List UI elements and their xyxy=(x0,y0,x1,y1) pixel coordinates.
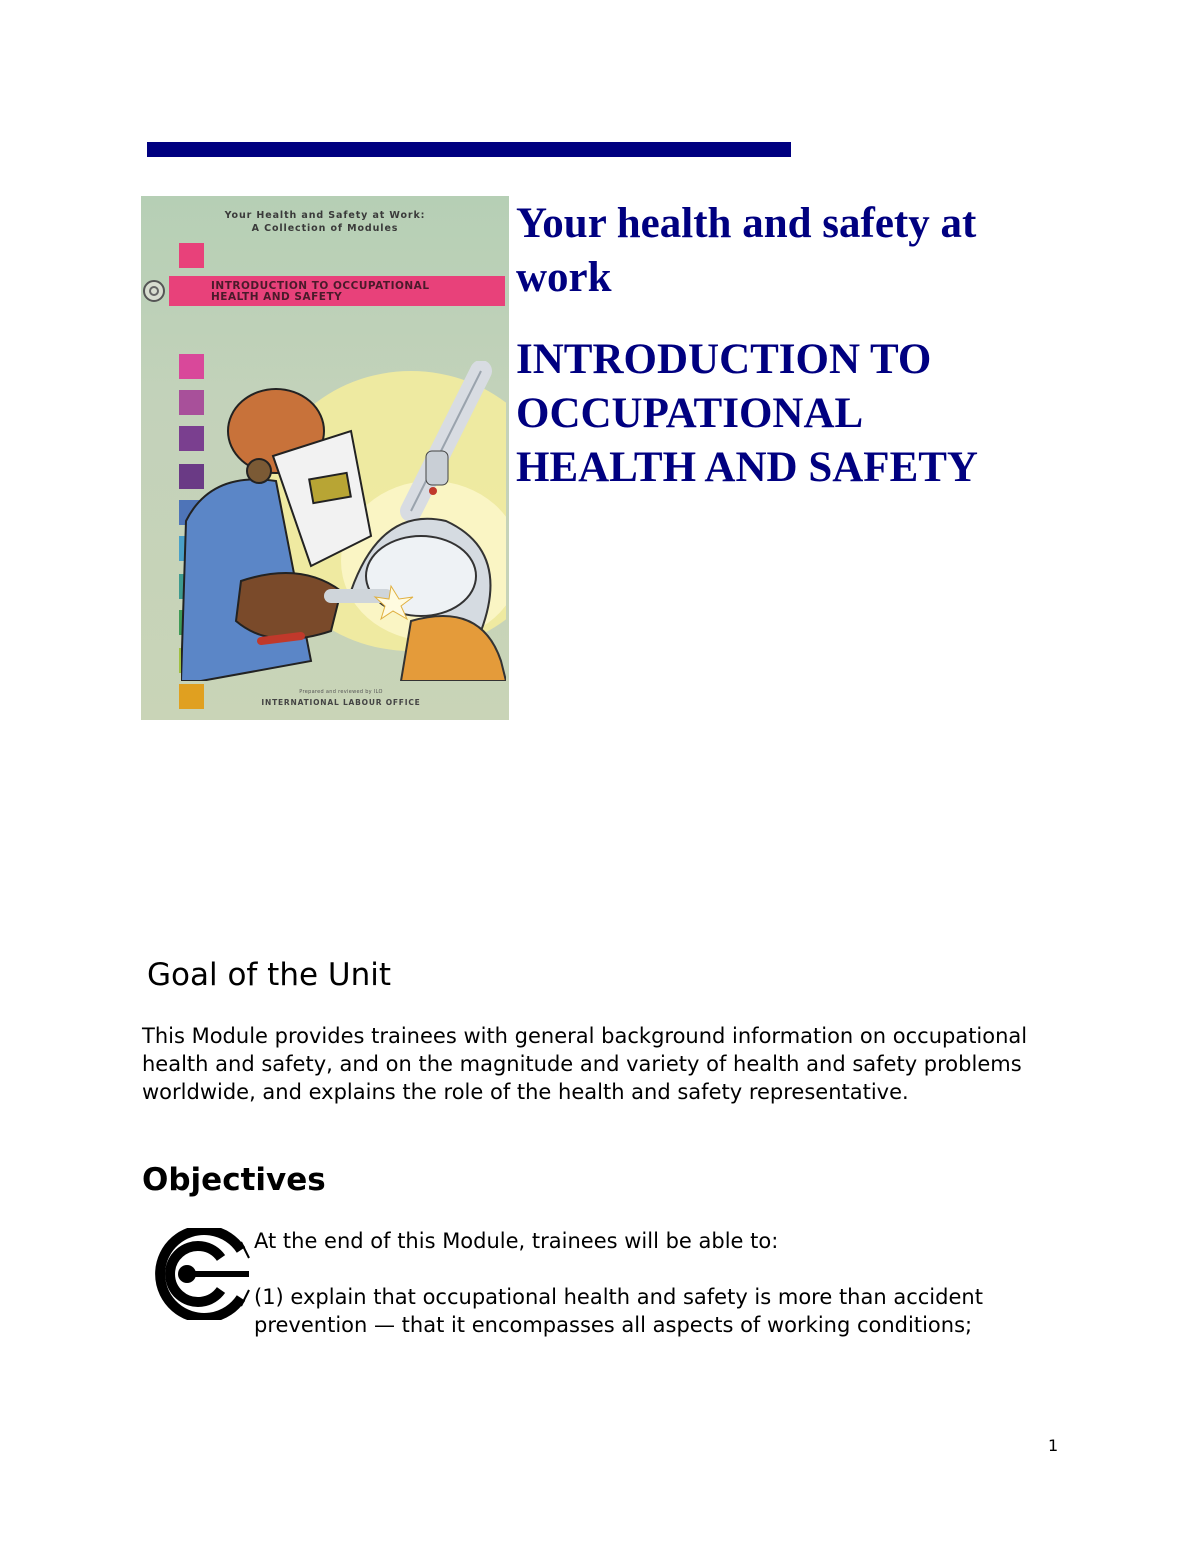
objective-item-1: (1) explain that occupational health and safety is more than accident prevention — that it encompasses all aspects of working conditions; xyxy=(254,1285,983,1337)
cover-series-line2: A Collection of Modules xyxy=(251,223,399,234)
cover-series-title xyxy=(141,209,509,235)
cover-band-title xyxy=(211,281,501,303)
goal-heading: Goal of the Unit xyxy=(147,957,392,993)
objectives-heading: Objectives xyxy=(142,1162,326,1198)
color-swatch xyxy=(179,243,204,268)
goal-paragraph: This Module provides trainees with general background information on occupational health and safety, and on the magnitude and variety of health and safety problems worldwide, and explains the role of the health and safety representative. xyxy=(142,1024,1028,1104)
module-cover-image xyxy=(141,196,509,720)
target-icon xyxy=(141,1228,251,1320)
page-number: 1 xyxy=(1048,1436,1059,1455)
cover-series-line1: Your Health and Safety at Work: xyxy=(224,210,426,221)
module-title-line1: INTRODUCTION TO xyxy=(516,336,932,383)
title-line1: Your health and safety at xyxy=(516,200,977,247)
welder-illustration xyxy=(181,361,506,681)
module-title-line3: HEALTH AND SAFETY xyxy=(516,444,978,491)
document-title xyxy=(516,197,1076,305)
cover-band-line1: INTRODUCTION TO OCCUPATIONAL xyxy=(211,280,430,292)
title-line2: work xyxy=(516,254,612,301)
module-title-line2: OCCUPATIONAL xyxy=(516,390,864,437)
ilo-logo-icon xyxy=(143,280,165,302)
color-swatch xyxy=(179,684,204,709)
cover-band-line2: HEALTH AND SAFETY xyxy=(211,291,343,303)
top-rule xyxy=(147,142,791,157)
cover-publisher: INTERNATIONAL LABOUR OFFICE xyxy=(261,698,421,707)
cover-footer-small: Prepared and reviewed by ILO xyxy=(299,689,383,695)
objectives-intro: At the end of this Module, trainees will be able to: xyxy=(254,1229,779,1253)
module-title xyxy=(516,333,1076,495)
